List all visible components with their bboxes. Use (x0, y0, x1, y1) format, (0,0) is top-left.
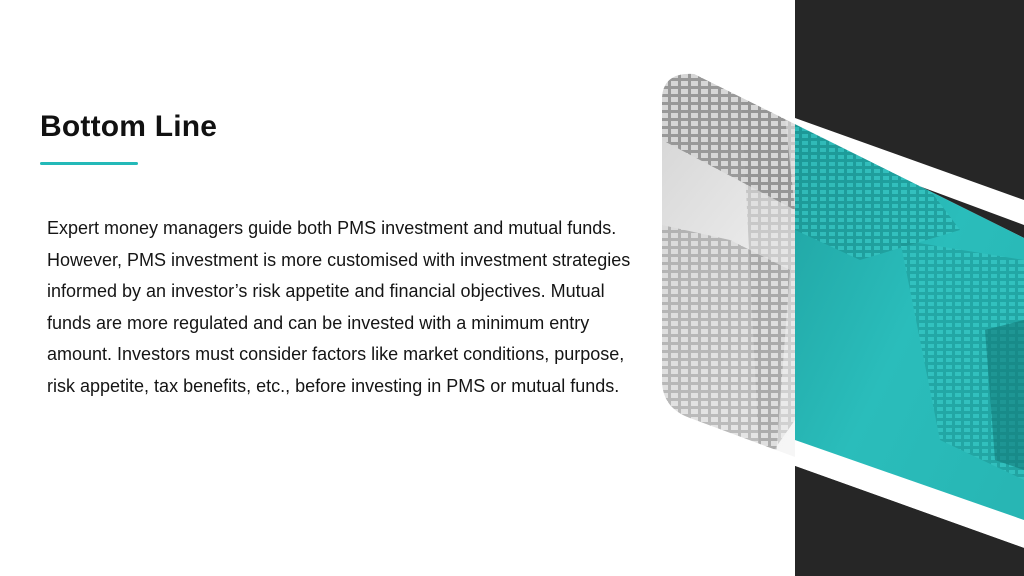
title-underline (40, 162, 138, 165)
decorative-buildings-image (640, 0, 1024, 576)
slide-title: Bottom Line (40, 110, 218, 143)
body-paragraph: Expert money managers guide both PMS investment and mutual funds. However, PMS investment is more customised with investment strategies informed by an investor’s risk appetite and financial objectives. Mutual funds are more regulated and can be invested with a minimum entry amount. Investors must consider factors like market conditions, purpose, risk appetite, tax benefits, etc., before investing in PMS or mutual funds. (47, 218, 631, 396)
